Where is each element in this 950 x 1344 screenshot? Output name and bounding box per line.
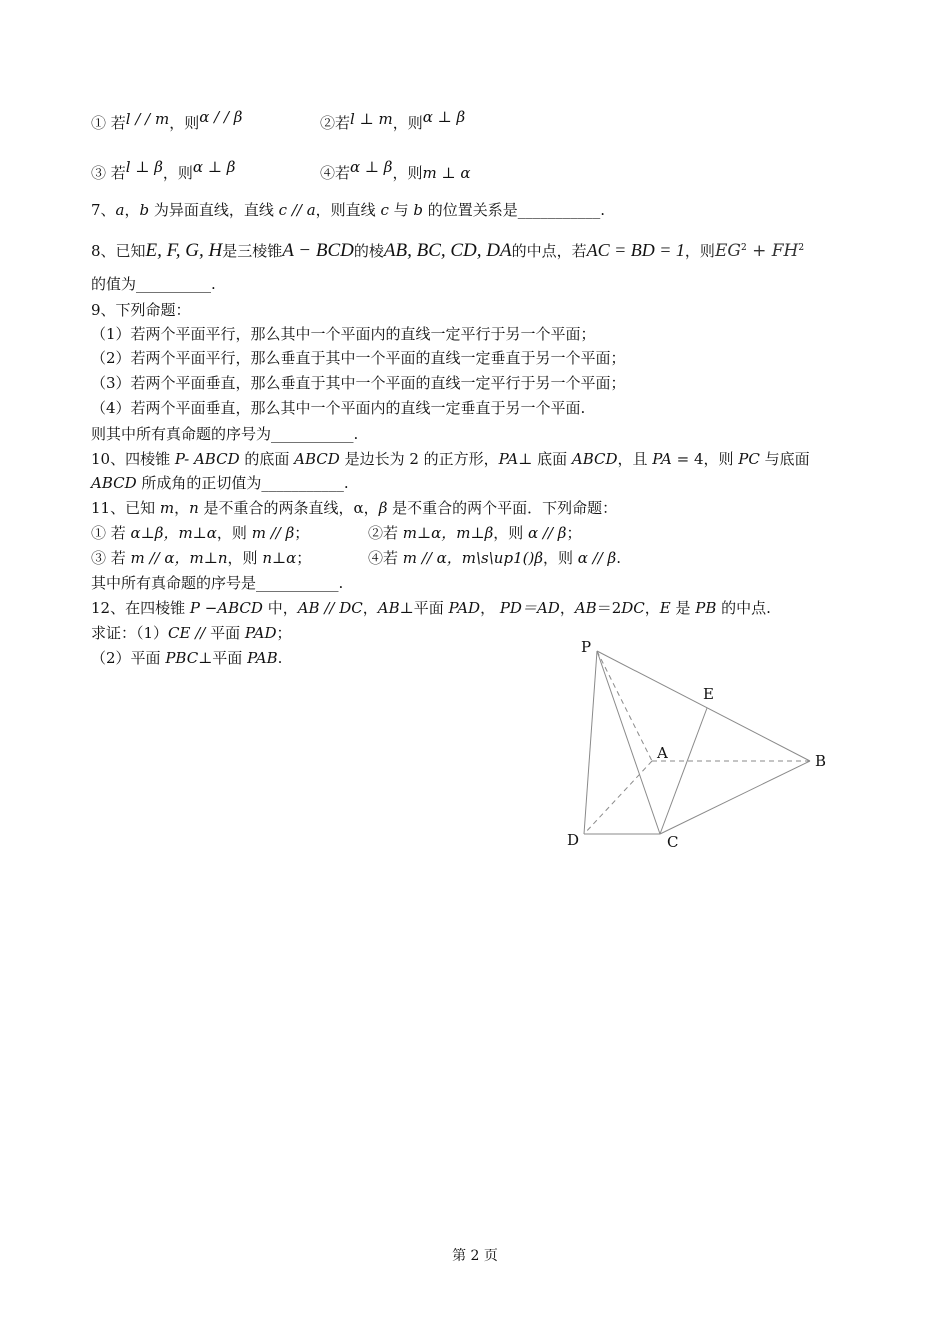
- text: 的棱: [353, 242, 384, 260]
- text: ，: [362, 599, 378, 617]
- text: 11、已知: [91, 499, 160, 517]
- text: ，则: [227, 549, 263, 567]
- text: 的中点，若: [511, 242, 587, 260]
- var: AB // DC: [297, 599, 363, 617]
- exponent: 2: [740, 243, 747, 253]
- var: PC: [738, 450, 760, 468]
- hidden-edge-pa: [597, 651, 652, 761]
- result: α / / β: [199, 108, 243, 126]
- question-11: [91, 498, 617, 518]
- text: ③ 若: [91, 164, 126, 182]
- var: β: [378, 499, 388, 517]
- text: ，则: [162, 164, 193, 182]
- q11-option-4: [368, 548, 621, 568]
- var: PB: [695, 599, 717, 617]
- text: ；: [294, 524, 310, 542]
- edge-cb: [660, 761, 810, 834]
- pyramid-diagram: [560, 630, 840, 860]
- question-12: [91, 598, 771, 618]
- text: ，: [559, 599, 575, 617]
- text: ＝2: [596, 599, 622, 617]
- math: n⊥α: [262, 549, 297, 567]
- edge-pd: [584, 651, 597, 834]
- var: P- ABCD: [174, 450, 240, 468]
- text: ，则: [392, 114, 423, 132]
- var: PA: [498, 450, 519, 468]
- math: AC = BD = 1: [586, 240, 685, 260]
- condition: l ⊥ m: [350, 110, 393, 128]
- text: ，则: [684, 242, 715, 260]
- q11-option-3: [91, 548, 311, 568]
- question-7: [91, 200, 605, 220]
- question-9-title: 9、下列命题：: [91, 301, 191, 319]
- math: m⊥α，m⊥β: [402, 524, 494, 542]
- math: CE //: [168, 624, 211, 642]
- var: AB: [574, 599, 597, 617]
- var: ABCD: [91, 474, 137, 492]
- text: ，则: [169, 114, 200, 132]
- q11-ask: 其中所有真命题的序号是___________.: [91, 574, 344, 592]
- var: ABCD: [294, 450, 340, 468]
- math: α⊥β，m⊥α: [130, 524, 217, 542]
- text: 是边长为 2 的正方形，: [339, 450, 499, 468]
- math: α // β: [528, 524, 567, 542]
- text: 为异面直线，直线: [149, 201, 279, 219]
- math: α // β: [577, 549, 617, 567]
- text: .: [616, 549, 622, 567]
- text: 与底面: [759, 450, 810, 468]
- text: 是不重合的两条直线，α，: [198, 499, 379, 517]
- q9-item-2: （2）若两个平面平行，那么垂直于其中一个平面的直线一定垂直于另一个平面；: [91, 349, 626, 367]
- var: ABCD: [571, 450, 618, 468]
- var: AB: [377, 599, 400, 617]
- var: DC: [621, 599, 645, 617]
- text: ⊥平面: [399, 599, 449, 617]
- label-a: A: [657, 744, 668, 762]
- math: m // β: [251, 524, 295, 542]
- math: PAD: [244, 624, 277, 642]
- result: α ⊥ β: [192, 158, 236, 176]
- text: ，则: [543, 549, 578, 567]
- condition: α ⊥ β: [350, 158, 393, 176]
- var: n: [189, 499, 199, 517]
- text: ，则直线: [315, 201, 381, 219]
- text: 7、: [91, 201, 116, 219]
- text: ，: [174, 499, 190, 517]
- text: ⊥平面: [198, 649, 248, 667]
- var: b: [139, 201, 150, 219]
- pyramid-figure: [560, 630, 840, 860]
- text: 的位置关系是___________.: [423, 201, 606, 219]
- q11-option-2: [368, 523, 582, 543]
- label-d: D: [567, 831, 580, 849]
- math: m // α，m\s\up1()β: [402, 549, 543, 567]
- text: 求证：（1）: [91, 624, 169, 642]
- text: ，则: [216, 524, 252, 542]
- text: ① 若: [91, 524, 131, 542]
- q9-item-4: （4）若两个平面垂直，那么其中一个平面内的直线一定垂直于另一个平面.: [91, 399, 586, 417]
- text: ②若: [368, 524, 403, 542]
- var: c: [380, 201, 389, 219]
- var: PD＝AD: [499, 599, 560, 617]
- label-b: B: [815, 752, 827, 770]
- text: = 4，则: [671, 450, 739, 468]
- label-e: E: [703, 685, 714, 703]
- math: + FH: [746, 241, 799, 261]
- var: c // a: [278, 201, 316, 219]
- result: m ⊥ α: [422, 164, 471, 182]
- text: ④若: [320, 164, 351, 182]
- text: ；: [566, 524, 582, 542]
- text: 8、已知: [91, 242, 146, 260]
- q6-option-2: [320, 108, 466, 133]
- text: （2）平面: [91, 649, 166, 667]
- text: ，: [480, 599, 500, 617]
- text: ，: [644, 599, 660, 617]
- var: a: [115, 201, 125, 219]
- text: 12、在四棱锥: [91, 599, 190, 617]
- condition: l ⊥ β: [125, 158, 163, 176]
- condition: l / / m: [125, 110, 170, 128]
- text: ④若: [368, 549, 403, 567]
- math: EG: [714, 241, 741, 261]
- text: ⊥ 底面: [518, 450, 572, 468]
- text: 10、四棱锥: [91, 450, 175, 468]
- text: ；: [296, 549, 312, 567]
- text: ②若: [320, 114, 351, 132]
- exponent: 2: [798, 243, 805, 253]
- text: .: [277, 649, 283, 667]
- question-10: [91, 449, 810, 469]
- math: E, F, G, H: [145, 240, 223, 261]
- text: 中，: [262, 599, 298, 617]
- text: 平面: [210, 624, 245, 642]
- page-number: 第 2 页: [452, 1248, 498, 1264]
- text: ① 若: [91, 114, 126, 132]
- q6-option-3: [91, 158, 236, 183]
- q12-proof-2: [91, 648, 282, 668]
- text: 所成角的正切值为___________.: [136, 474, 349, 492]
- question-8-answer: 的值为__________.: [91, 275, 216, 293]
- var: m: [159, 499, 175, 517]
- q11-option-1: [91, 523, 309, 543]
- math: AB, BC, CD, DA: [383, 240, 512, 261]
- text: 是三棱锥: [222, 242, 283, 260]
- var: b: [413, 201, 424, 219]
- question-8: [91, 238, 804, 261]
- text: 是不重合的两个平面．下列命题：: [387, 499, 618, 517]
- q6-option-1: [91, 108, 243, 133]
- label-p: P: [581, 638, 592, 656]
- math: m // α，m⊥n: [130, 549, 228, 567]
- hidden-edge-ad: [584, 761, 652, 834]
- text: ；: [276, 624, 292, 642]
- q9-ask: 则其中所有真命题的序号为___________.: [91, 425, 359, 443]
- q9-item-1: （1）若两个平面平行，那么其中一个平面内的直线一定平行于另一个平面；: [91, 325, 596, 343]
- label-c: C: [667, 833, 679, 851]
- math: PBC: [165, 649, 199, 667]
- q12-proof-1: [91, 623, 292, 643]
- text: ，则: [493, 524, 529, 542]
- q9-item-3: （3）若两个平面垂直，那么垂直于其中一个平面的直线一定平行于另一个平面；: [91, 374, 626, 392]
- text: 是: [670, 599, 696, 617]
- math: A − BCD: [282, 240, 354, 261]
- var: E: [659, 599, 671, 617]
- text: ③ 若: [91, 549, 131, 567]
- result: α ⊥ β: [422, 108, 466, 126]
- question-10-line2: [91, 473, 349, 493]
- math: PAB: [247, 649, 278, 667]
- var: P −ABCD: [189, 599, 263, 617]
- var: PA: [652, 450, 672, 468]
- text: ，且: [617, 450, 653, 468]
- q6-option-4: [320, 158, 471, 183]
- text: 与: [388, 201, 414, 219]
- text: 的中点.: [716, 599, 771, 617]
- text: 的底面: [239, 450, 295, 468]
- text: ，: [124, 201, 140, 219]
- text: ，则: [392, 164, 423, 182]
- var: PAD: [448, 599, 481, 617]
